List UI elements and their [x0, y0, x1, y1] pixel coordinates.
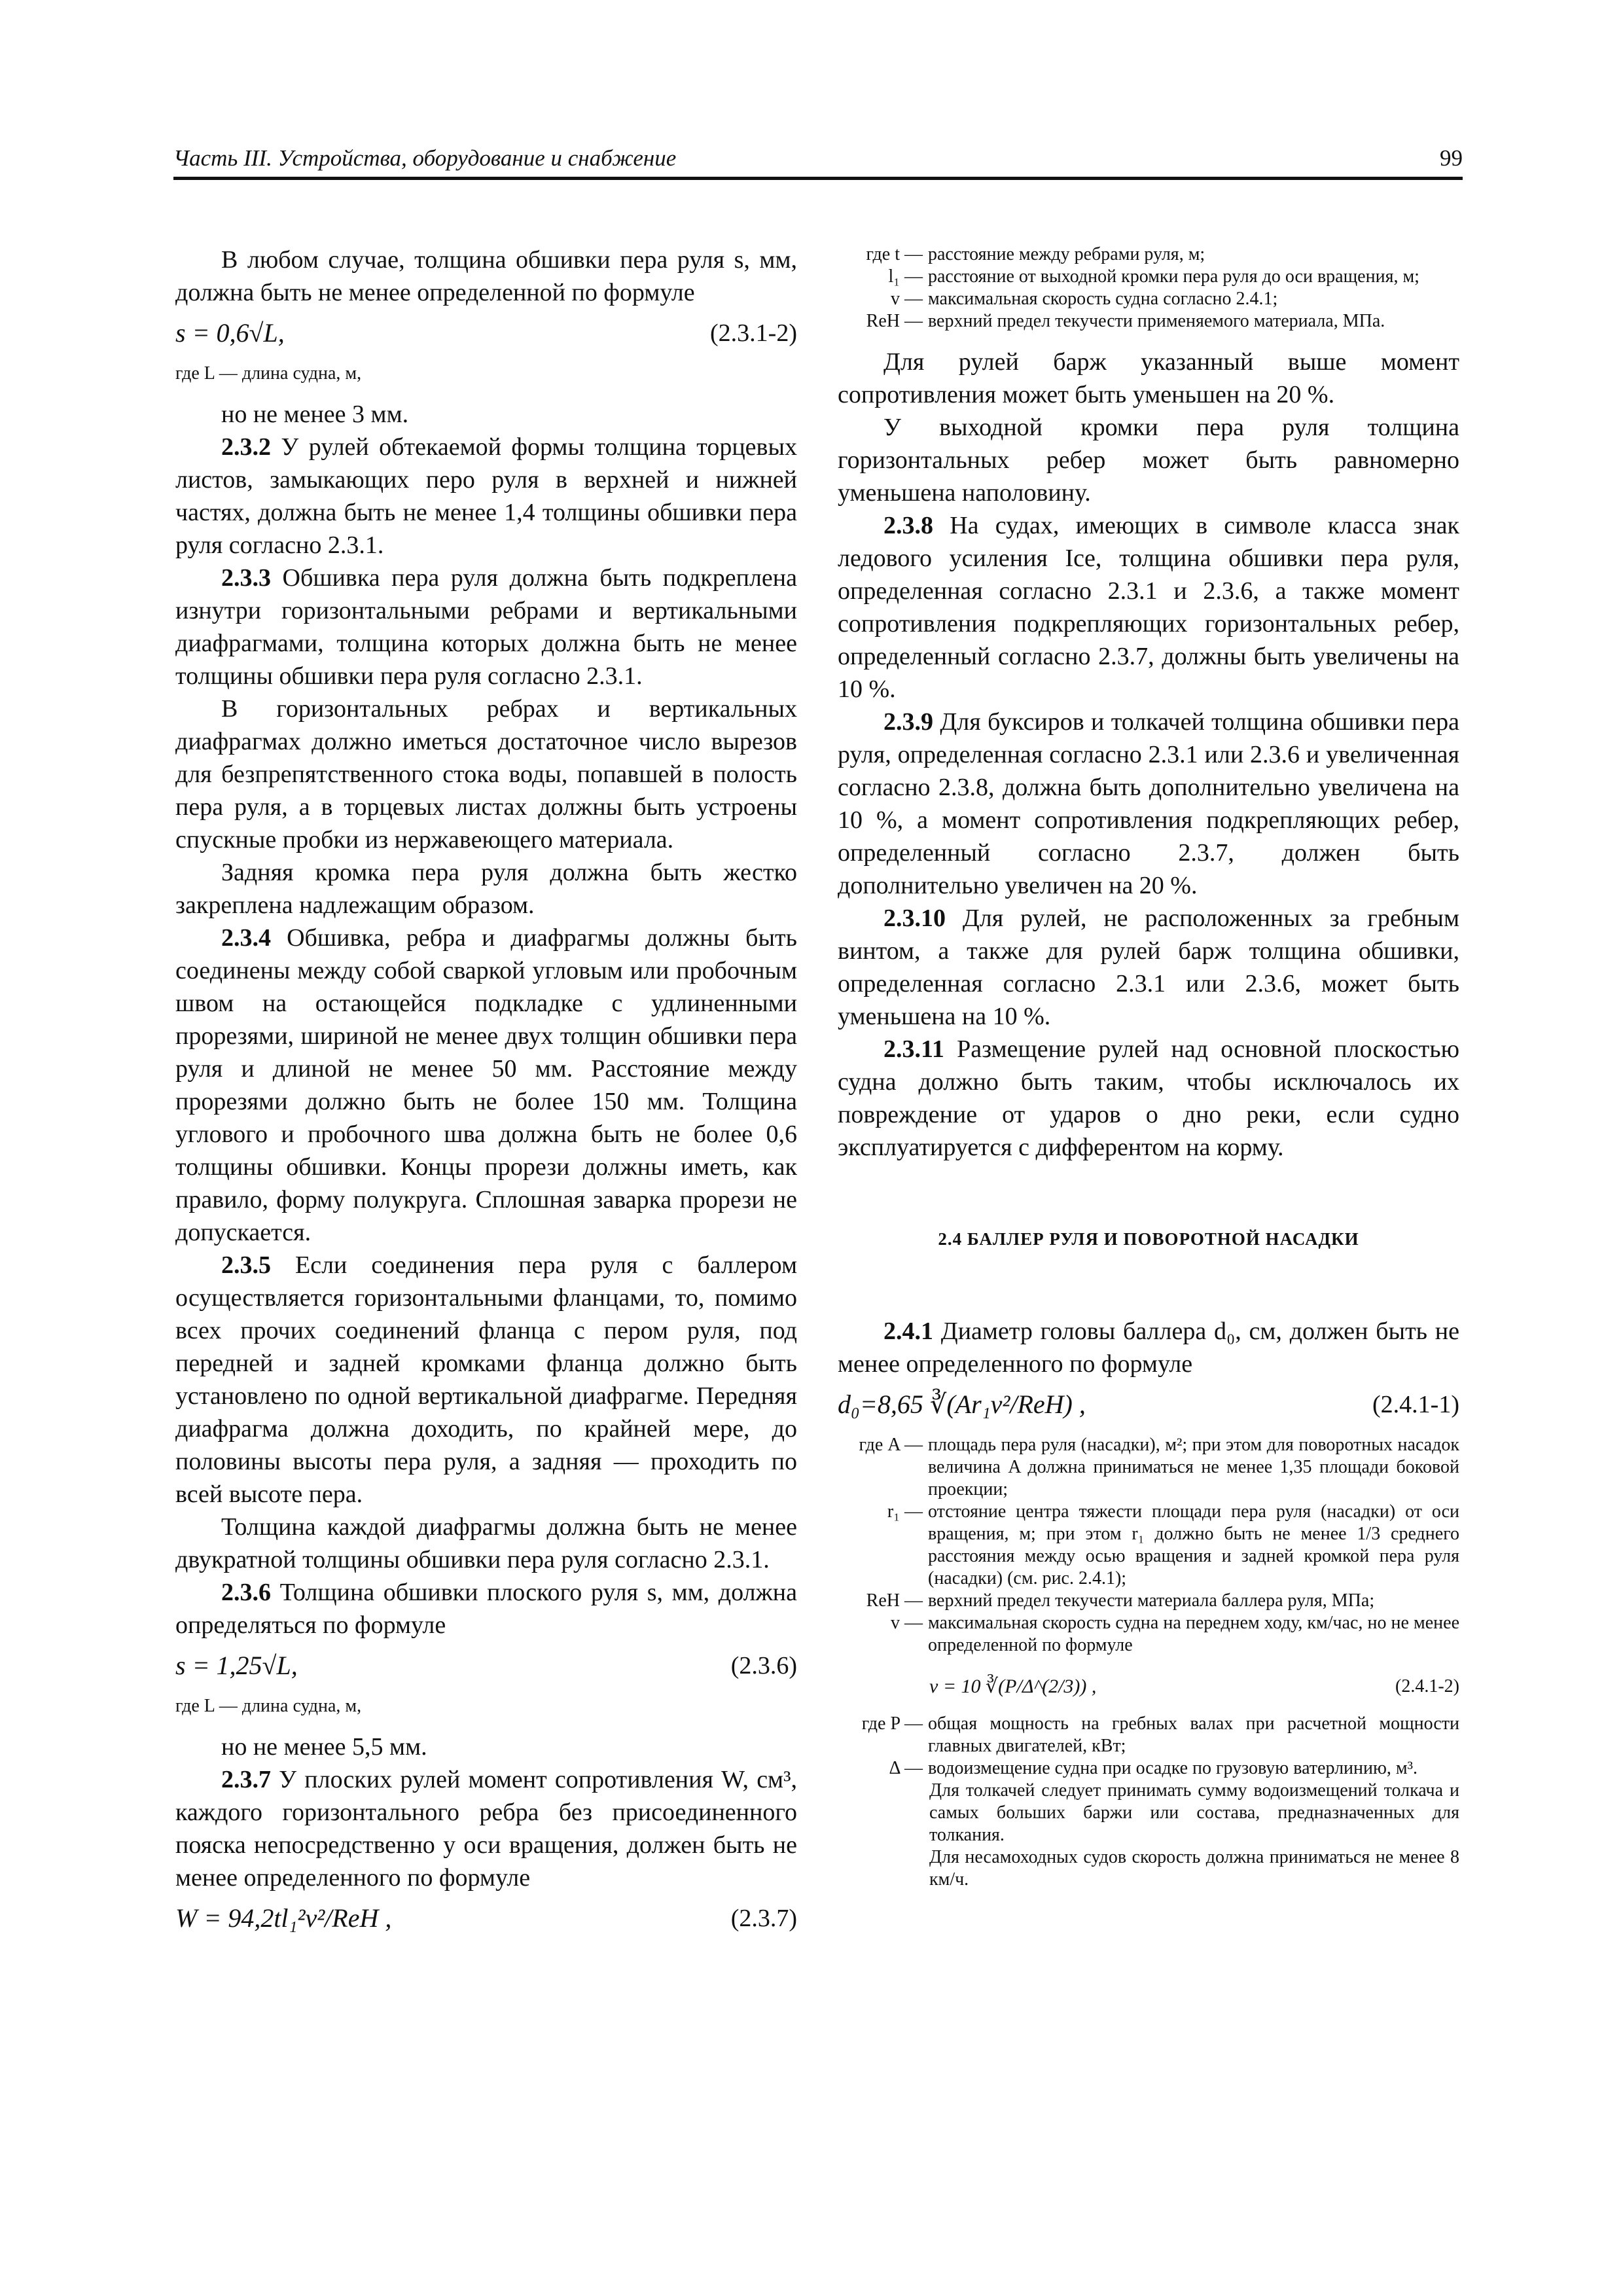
clause-text: Обшивка пера руля должна быть подкреплена изнутри горизонтальными ребрами и вертикальными диафрагмами, толщина которых должна быть не менее толщины обшивки пера руля согласно 2.3.1. — [175, 564, 797, 690]
clause-2-3-6 — [175, 1576, 797, 1641]
symbol: r₁ — — [887, 1501, 923, 1522]
formula-expression: d₀=8,65 ∛(Ar₁v²/ReH) , — [838, 1390, 1086, 1419]
symbol: v — — [891, 1613, 923, 1633]
definition: общая мощность на гребных валах при расчетной мощности главных двигателей, кВт; — [928, 1713, 1459, 1756]
paragraph: В горизонтальных ребрах и вертикальных диафрагмах должно иметься достаточное число вырезов для безпрепятственного стока воды, попавшей в полость пера руля, а в торцевых листах должны быть устроены спускные пробки из нержавеющего материала. — [175, 695, 797, 853]
clause-number: 2.3.5 — [221, 1251, 271, 1279]
formula-expression: W = 94,2tl₁²v²/ReH , — [175, 1903, 392, 1933]
clause-number: 2.3.6 — [221, 1579, 271, 1606]
note: Для несамоходных судов скорость должна приниматься не менее 8 км/ч. — [929, 1847, 1459, 1890]
clause-text: У плоских рулей момент сопротивления W, см³, каждого горизонтального ребра без присоединенного пояска непосредственно у оси вращения, должен быть не менее определенного по формуле — [175, 1766, 797, 1892]
note: Для толкачей следует принимать сумму водоизмещений толкача и самых больших баржи или состава, предназначенных для толкания. — [929, 1780, 1459, 1845]
paragraph: но не менее 5,5 мм. — [221, 1733, 427, 1761]
clause-number: 2.3.7 — [221, 1766, 271, 1793]
symbol: ReH — — [866, 1590, 923, 1611]
clause-text: Размещение рулей над основной плоскостью судна должно быть таким, чтобы исключалось их повреждение от ударов о дно реки, если судно эксплуатируется с дифферентом на корму. — [838, 1035, 1459, 1161]
paragraph: У выходной кромки пера руля толщина горизонтальных ребер может быть равномерно уменьшена наполовину. — [838, 414, 1459, 507]
clause-2-3-4 — [175, 922, 797, 1249]
formula-2-4-1-1 — [838, 1384, 1459, 1425]
clause-text: Толщина обшивки плоского руля s, мм, должна определяться по формуле — [175, 1579, 797, 1639]
clause-number: 2.3.2 — [221, 433, 271, 461]
symbol: l₁ — — [888, 266, 923, 287]
clause-number: 2.4.1 — [883, 1318, 933, 1345]
where-block — [175, 363, 797, 385]
clause-2-3-9 — [838, 706, 1459, 902]
paragraph: Для рулей барж указанный выше момент сопротивления может быть уменьшен на 20 %. — [838, 348, 1459, 408]
left-column — [175, 243, 797, 1948]
definition: площадь пера руля (насадки), м²; при этом для поворотных насадок величина A должна приниматься не менее 1,35 площади боковой проекции; — [928, 1435, 1459, 1499]
clause-number: 2.3.11 — [883, 1035, 944, 1063]
symbol: где A — — [859, 1435, 923, 1455]
formula-expression: s = 0,6√L, — [175, 318, 285, 348]
clause-2-3-7 — [175, 1763, 797, 1894]
paragraph: В любом случае, толщина обшивки пера руля s, мм, должна быть не менее определенной по формуле — [175, 246, 797, 306]
formula-expression: s = 1,25√L, — [175, 1651, 298, 1680]
where-row — [838, 243, 1459, 266]
where-row — [838, 1434, 1459, 1501]
formula-number: (2.3.6) — [730, 1652, 797, 1679]
formula-number: (2.3.1-2) — [710, 319, 797, 347]
clause-number: 2.3.8 — [883, 512, 933, 539]
clause-text: Диаметр головы баллера d₀, см, должен быть не менее определенного по формуле — [838, 1318, 1459, 1378]
where-line: где L — длина судна, м, — [175, 1696, 362, 1716]
clause-2-3-11 — [838, 1033, 1459, 1164]
formula-2-3-7 — [175, 1898, 797, 1939]
where-block-2-3-7 — [838, 243, 1459, 332]
where-row — [838, 1590, 1459, 1612]
definition: водоизмещение судна при осадке по грузовую ватерлинию, м³. — [928, 1758, 1418, 1778]
where-row — [838, 1501, 1459, 1590]
paragraph: Толщина каждой диафрагмы должна быть не менее двукратной толщины обшивки пера руля согласно 2.3.1. — [175, 1513, 797, 1573]
clause-2-3-10 — [838, 902, 1459, 1033]
where-block — [175, 1695, 797, 1717]
where-row — [838, 288, 1459, 310]
formula-expression: v = 10 ∛(P/Δ^(2/3)) , — [929, 1676, 1097, 1697]
where-line: где L — длина судна, м, — [175, 363, 362, 384]
paragraph: Задняя кромка пера руля должна быть жестко закреплена надлежащим образом. — [175, 859, 797, 919]
where-block-2-4-1 — [838, 1434, 1459, 1657]
formula-2-4-1-2 — [929, 1670, 1459, 1704]
clause-text: Для буксиров и толкачей толщина обшивки пера руля, определенная согласно 2.3.1 или 2.3.6 и увеличенная согласно 2.3.8, должна быть дополнительно увеличена на 10 %, а момент сопротивления подкрепляющих ребер, определенный согласно 2.3.7, должен быть дополнительно увеличен на 20 %. — [838, 708, 1459, 899]
clause-2-3-8 — [838, 509, 1459, 706]
symbol: Δ — — [889, 1758, 923, 1778]
symbol: v — — [891, 289, 923, 309]
clause-text: На судах, имеющих в символе класса знак ледового усиления Ice, толщина обшивки пера руля, определенная согласно 2.3.1 и 2.3.6, а также момент сопротивления подкрепляющих горизонтальных ребер, определенный согласно 2.3.7, должны быть увеличены на 10 %. — [838, 512, 1459, 703]
definition: верхний предел текучести материала баллера руля, МПа; — [928, 1590, 1375, 1611]
where-row — [838, 310, 1459, 332]
page-number: 99 — [1440, 145, 1463, 171]
symbol: ReH — — [866, 311, 923, 331]
where-row — [838, 1757, 1459, 1780]
definition: расстояние от выходной кромки пера руля до оси вращения, м; — [928, 266, 1419, 287]
running-title: Часть III. Устройства, оборудование и снабжение — [173, 145, 677, 171]
clause-text: Обшивка, ребра и диафрагмы должны быть соединены между собой сваркой угловым или пробочным швом на остающейся подкладке с удлиненными прорезями, шириной не менее двух толщин обшивки пера руля и длиной не менее 50 мм. Расстояние между прорезями должно быть не более 150 мм. Толщина углового и пробочного шва должна быть не более 0,6 толщины обшивки. Концы прорези должны иметь, как правило, форму полукруга. Сплошная заварка прорези не допускается. — [175, 924, 797, 1246]
definition: верхний предел текучести применяемого материала, МПа. — [928, 311, 1385, 331]
clause-text: У рулей обтекаемой формы толщина торцевых листов, замыкающих перо руля в верхней и нижней частях, должна быть не менее 1,4 толщины обшивки пера руля согласно 2.3.1. — [175, 433, 797, 559]
symbol: где t — — [866, 244, 923, 264]
definition: расстояние между ребрами руля, м; — [928, 244, 1205, 264]
formula-2-3-1-2 — [175, 313, 797, 353]
header-rule — [173, 177, 1463, 180]
where-row — [838, 1713, 1459, 1757]
clause-number: 2.3.4 — [221, 924, 271, 952]
clause-2-3-2 — [175, 431, 797, 562]
formula-2-3-6 — [175, 1645, 797, 1686]
clause-number: 2.3.9 — [883, 708, 933, 736]
clause-2-4-1 — [838, 1315, 1459, 1380]
where-row — [838, 266, 1459, 288]
page-header — [173, 145, 1463, 178]
clause-2-3-5 — [175, 1249, 797, 1511]
definition: отстояние центра тяжести площади пера руля (насадки) от оси вращения, м; при этом r₁ должно быть не менее 1/3 среднего расстояния между осью вращения и задней кромкой пера руля (насадки) (см. рис. 2.4.1); — [928, 1501, 1459, 1588]
where-row — [838, 1612, 1459, 1657]
clause-2-3-3 — [175, 562, 797, 692]
clause-number: 2.3.3 — [221, 564, 271, 592]
formula-number: (2.3.7) — [730, 1905, 797, 1932]
clause-number: 2.3.10 — [883, 905, 946, 932]
clause-text: Если соединения пера руля с баллером осуществляется горизонтальными фланцами, то, помимо всех прочих соединений фланца с пером руля, под передней и задней кромками фланца должно быть установлено по одной вертикальной диафрагме. Передняя диафрагма должна доходить, по крайней мере, до половины высоты пера руля, а задняя — проходить по всей высоте пера. — [175, 1251, 797, 1508]
where-block-2-4-1-2 — [838, 1713, 1459, 1891]
paragraph: но не менее 3 мм. — [221, 401, 409, 428]
right-column — [838, 243, 1459, 1904]
formula-number: (2.4.1-2) — [1395, 1676, 1459, 1696]
symbol: где P — — [861, 1713, 923, 1734]
definition: максимальная скорость судна на переднем ходу, км/час, но не менее определенной по формуле — [928, 1613, 1459, 1655]
formula-number: (2.4.1-1) — [1372, 1391, 1459, 1418]
definition: максимальная скорость судна согласно 2.4.1; — [928, 289, 1278, 309]
section-heading: 2.4 БАЛЛЕР РУЛЯ И ПОВОРОТНОЙ НАСАДКИ — [938, 1229, 1359, 1249]
clause-text: Для рулей, не расположенных за гребным винтом, а также для рулей барж толщина обшивки, определенная согласно 2.3.1 или 2.3.6, может быть уменьшена на 10 %. — [838, 905, 1459, 1030]
